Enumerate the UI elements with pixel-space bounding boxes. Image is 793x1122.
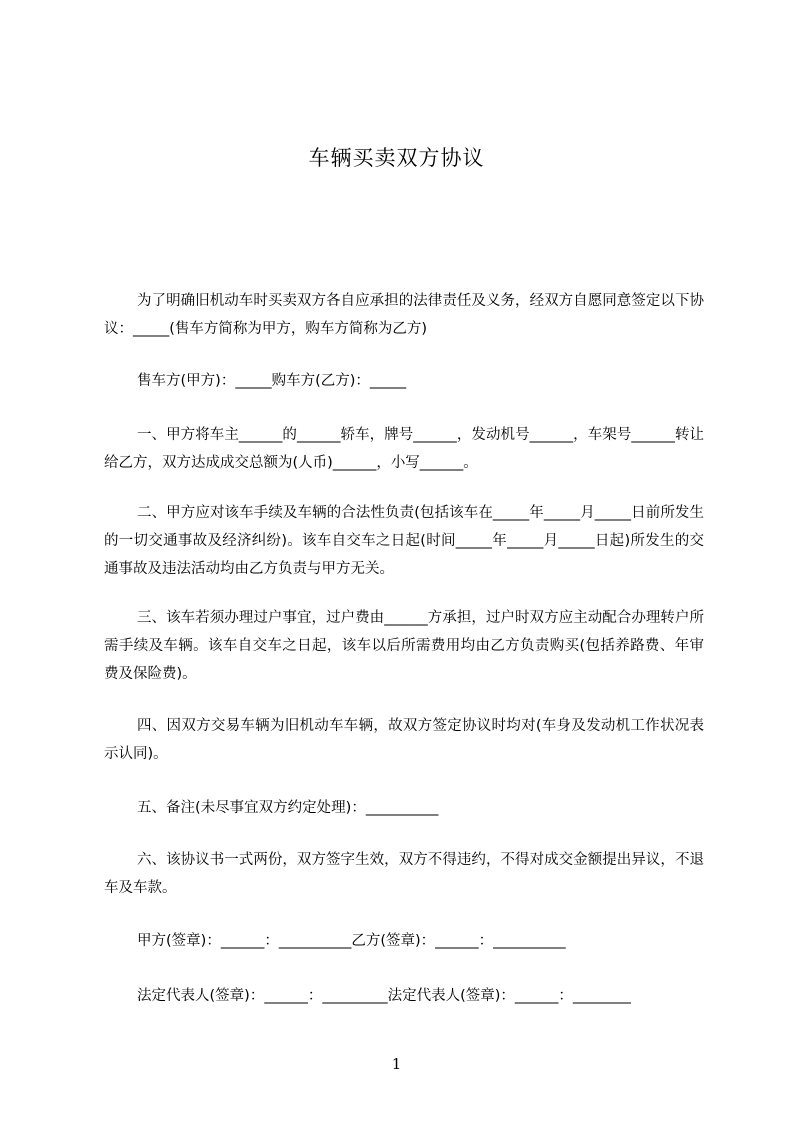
clause-2: 二、甲方应对该车手续及车辆的合法性负责(包括该车在_____年_____月_____日前所发生的一切交通事故及经济纠纷)。该车自交车之日起(时间_____年_____月_____日起)所发生的交通事故及违法活动均由乙方负责与甲方无关。 (104, 505, 704, 577)
signature-parties-line: 甲方(签章)：______：__________乙方(签章)：______：__________ (137, 933, 566, 949)
clause-4: 四、因双方交易车辆为旧机动车车辆，故双方签定协议时均对(车身及发动机工作状况表示认同)。 (104, 718, 704, 762)
clause-1: 一、甲方将车主______的______轿车，牌号______，发动机号______，车架号______转让给乙方，双方达成成交总额为(人币)______，小写______。 (104, 427, 704, 471)
intro-paragraph: 为了明确旧机动车时买卖双方各自应承担的法律责任及义务，经双方自愿同意签定以下协议：_____(售车方简称为甲方，购车方简称为乙方) (104, 293, 704, 337)
clause-5: 五、备注(未尽事宜双方约定处理)：__________ (137, 800, 439, 816)
document-title: 车辆买卖双方协议 (308, 146, 485, 170)
signature-representatives-line: 法定代表人(签章)：______：_________法定代表人(签章)：______：________ (137, 988, 631, 1004)
clause-3: 三、该车若须办理过户事宜，过户费由______方承担，过户时双方应主动配合办理转户所需手续及车辆。该车自交车之日起，该车以后所需费用均由乙方负责购买(包括养路费、年审费及保险费)。 (104, 610, 704, 682)
parties-line: 售车方(甲方)：_____购车方(乙方)：_____ (137, 373, 407, 389)
page-number: 1 (391, 1055, 402, 1073)
clause-6: 六、该协议书一式两份，双方签字生效，双方不得违约，不得对成交金额提出异议，不退车及车款。 (104, 852, 704, 896)
